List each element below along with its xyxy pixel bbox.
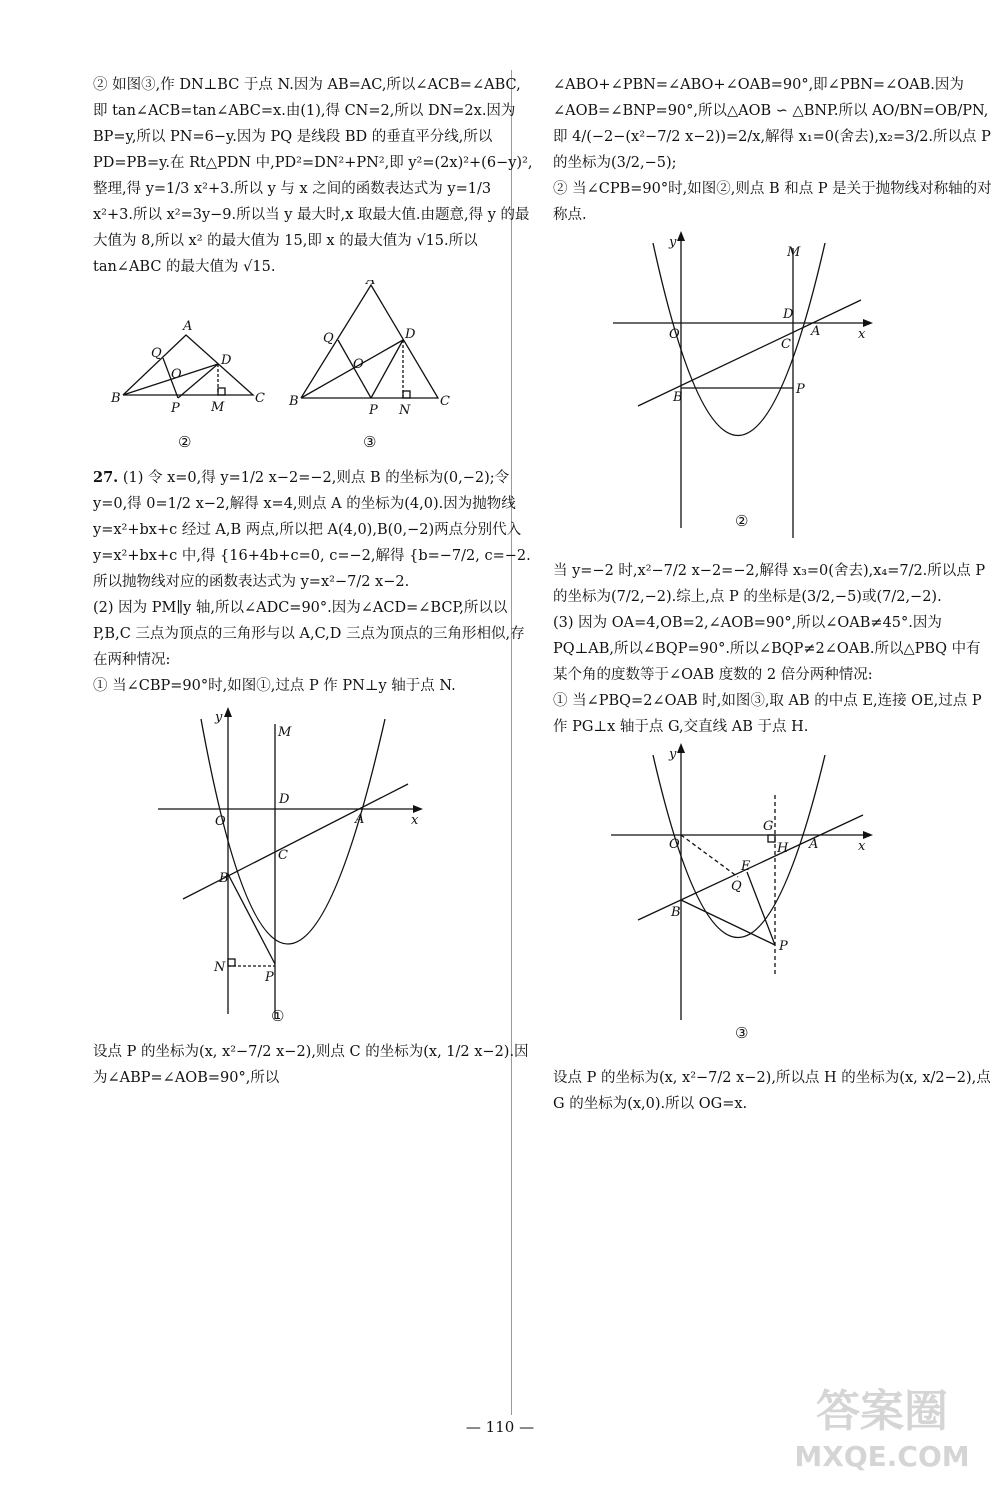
svg-text:N: N — [399, 403, 411, 418]
svg-text:A: A — [366, 280, 376, 288]
fig2-caption: ② — [178, 433, 192, 451]
svg-text:y: y — [669, 747, 677, 762]
fig1-caption: ① — [271, 1007, 285, 1025]
svg-text:C: C — [255, 391, 265, 406]
svg-text:P: P — [796, 382, 805, 397]
svg-text:O: O — [215, 814, 226, 829]
parabola-figure-2-svg — [553, 228, 993, 558]
paragraph-set-p: 设点 P 的坐标为(x, x²−7/2 x−2),则点 C 的坐标为(x, 1/2 x−2).因为∠ABP=∠AOB=90°,所以 — [93, 1044, 529, 1086]
paragraph-similar-triangles: ∠ABO+∠PBN=∠ABO+∠OAB=90°,即∠PBN=∠OAB.因为∠AOB=∠BNP=90°,所以△AOB ∽ △BNP.所以 AO/BN=OB/PN,即 4/(−2−(x²−7/2 x−2))=2/x,解得 x₁=0(舍去),x₂=3/2.所以点 P 的坐标为(3/2,−5); — [553, 77, 991, 171]
paragraph-set-p-h: 设点 P 的坐标为(x, x²−7/2 x−2),所以点 H 的坐标为(x, x/2−2),点 G 的坐标为(x,0).所以 OG=x. — [553, 1070, 991, 1112]
page-number: — 110 — — [465, 1418, 535, 1436]
svg-text:A: A — [355, 812, 365, 827]
svg-text:P: P — [779, 939, 788, 954]
svg-text:D: D — [279, 792, 290, 807]
svg-text:P: P — [171, 401, 180, 416]
parabola-figure-1 — [93, 699, 533, 1039]
parabola-figure-2 — [553, 228, 993, 558]
svg-text:C: C — [781, 337, 791, 352]
svg-text:P: P — [265, 970, 274, 985]
svg-text:A: A — [811, 324, 821, 339]
question-27-part1 — [93, 465, 533, 595]
svg-text:x: x — [858, 839, 866, 854]
parabola-figure-3-svg — [553, 740, 993, 1065]
svg-text:M: M — [211, 400, 225, 415]
part1-text: (1) 令 x=0,得 y=1/2 x−2=−2,则点 B 的坐标为(0,−2);令 y=0,得 0=1/2 x−2,解得 x=4,则点 A 的坐标为(4,0).因为抛物线 y=x²+bx+c 经过 A,B 两点,所以把 A(4,0),B(0,−2)两点分别代入 y=x²+bx+c 中,得 {16+4b+c=0, c=−2,解得 {b=−7/2, c=−2.所以抛物线对应的函数表达式为 y=x²−7/2 x−2. — [93, 470, 531, 590]
svg-text:G: G — [763, 819, 774, 834]
triangle-figures-svg — [93, 280, 533, 465]
svg-text:A: A — [183, 319, 193, 334]
svg-text:O: O — [669, 837, 680, 852]
svg-text:x: x — [858, 327, 866, 342]
svg-text:O: O — [171, 367, 182, 382]
parabola-figure-3 — [553, 740, 993, 1065]
watermark-line1: 答案圈 — [816, 1386, 948, 1437]
svg-text:A: A — [809, 837, 819, 852]
svg-text:D: D — [221, 353, 232, 368]
paragraph-case2-solution: 当 y=−2 时,x²−7/2 x−2=−2,解得 x₃=0(舍去),x₄=7/2.所以点 P 的坐标为(7/2,−2).综上,点 P 的坐标是(3/2,−5)或(7/2,−2). — [553, 563, 986, 605]
svg-text:Q: Q — [731, 879, 742, 894]
paragraph-part2-case2: ② 如图③,作 DN⊥BC 于点 N.因为 AB=AC,所以∠ACB=∠ABC,即 tan∠ACB=tan∠ABC=x.由(1),得 CN=2,所以 DN=2x.因为 BP=y,所以 PN=6−y.因为 PQ 是线段 BD 的垂直平分线,所以 PD=PB=y.在 Rt△PDN 中,PD²=DN²+PN²,即 y²=(2x)²+(6−y)²,整理,得 y=1/3 x²+3.所以 y 与 x 之间的函数表达式为 y=1/3 x²+3.所以 x²=3y−9.所以当 y 最大时,x 取最大值.由题意,得 y 的最大值为 8,所以 x² 的最大值为 15,即 x 的最大值为 √15.所以 tan∠ABC 的最大值为 √15. — [93, 77, 533, 275]
paragraph-part3-case1: ① 当∠PBQ=2∠OAB 时,如图③,取 AB 的中点 E,连接 OE,过点 P 作 PG⊥x 轴于点 G,交直线 AB 于点 H. — [553, 693, 982, 735]
watermark-line2: MXQE.COM — [794, 1440, 970, 1473]
svg-text:D: D — [405, 327, 416, 342]
case1-intro: ① 当∠CBP=90°时,如图①,过点 P 作 PN⊥y 轴于点 N. — [93, 678, 456, 694]
svg-text:C: C — [440, 394, 450, 409]
svg-text:B: B — [289, 394, 299, 409]
svg-text:P: P — [369, 403, 378, 418]
svg-text:C: C — [278, 848, 288, 863]
parabola-figure-1-svg — [93, 699, 533, 1039]
svg-text:H: H — [777, 841, 789, 856]
svg-text:E: E — [741, 859, 751, 874]
paragraph-part3: (3) 因为 OA=4,OB=2,∠AOB=90°,所以∠OAB≠45°.因为 PQ⊥AB,所以∠BQP=90°.所以∠BQP≠2∠OAB.所以△PBQ 中有某个角的度数等于∠OAB 度数的 2 倍分两种情况: — [553, 615, 981, 683]
watermark-logo — [782, 1371, 982, 1481]
svg-text:M: M — [278, 725, 292, 740]
svg-text:O: O — [669, 327, 680, 342]
svg-text:B: B — [671, 905, 681, 920]
svg-text:O: O — [353, 357, 364, 372]
triangle-figure-3 — [301, 285, 438, 398]
svg-text:Q: Q — [151, 346, 162, 361]
question-27-part2: (2) 因为 PM∥y 轴,所以∠ADC=90°.因为∠ACD=∠BCP,所以以 P,B,C 三点为顶点的三角形与以 A,C,D 三点为顶点的三角形相似,存在两种情况: — [93, 600, 525, 668]
svg-text:M: M — [787, 245, 801, 260]
svg-text:N: N — [214, 960, 226, 975]
svg-text:x: x — [411, 813, 419, 828]
svg-text:y: y — [215, 710, 223, 725]
fig2r-caption: ② — [735, 512, 749, 530]
svg-text:B: B — [111, 391, 121, 406]
fig3-caption: ③ — [363, 433, 377, 451]
triangle-figure-2 — [123, 335, 253, 398]
right-column — [553, 72, 993, 1117]
svg-text:y: y — [669, 235, 677, 250]
case2-intro: ② 当∠CPB=90°时,如图②,则点 B 和点 P 是关于抛物线对称轴的对称点. — [553, 181, 992, 223]
question-number: 27. — [93, 469, 119, 486]
svg-text:Q: Q — [323, 331, 334, 346]
svg-text:D: D — [783, 307, 794, 322]
svg-text:B: B — [673, 390, 683, 405]
left-column — [93, 72, 533, 1091]
fig3r-caption: ③ — [735, 1024, 749, 1042]
svg-text:B: B — [219, 871, 229, 886]
triangle-figures — [93, 280, 533, 465]
